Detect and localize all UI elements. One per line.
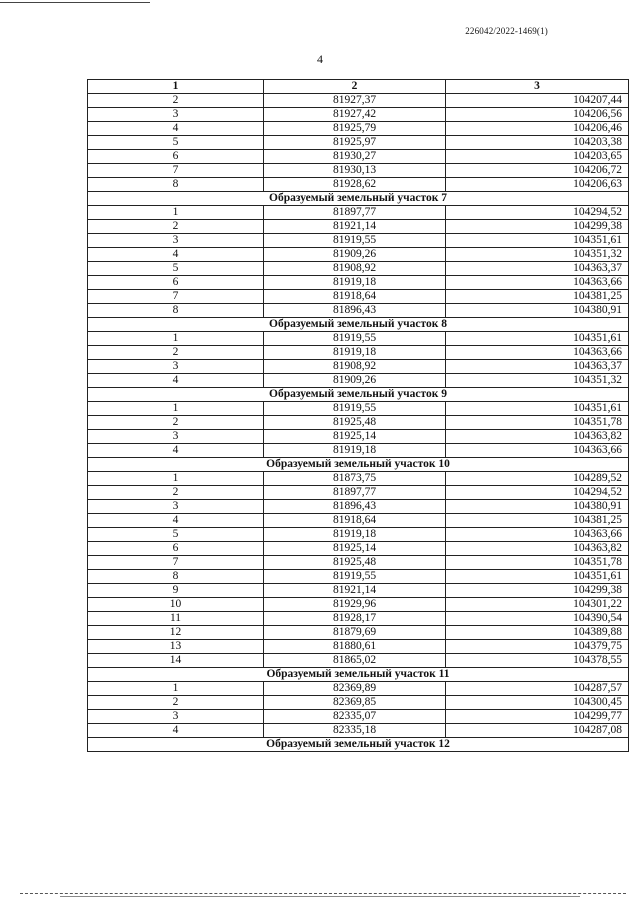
y-coordinate-cell: 104207,44	[446, 94, 629, 108]
bottom-edge-rule	[20, 893, 626, 894]
table-row	[88, 122, 629, 136]
point-number-cell: 4	[88, 122, 264, 136]
y-coordinate-cell: 104381,25	[446, 514, 629, 528]
point-number-cell: 8	[88, 178, 264, 192]
y-coordinate-cell: 104363,37	[446, 262, 629, 276]
section-title: Образуемый земельный участок 7	[88, 192, 629, 206]
x-coordinate-cell: 81927,37	[264, 94, 446, 108]
section-title: Образуемый земельный участок 9	[88, 388, 629, 402]
y-coordinate-cell: 104363,82	[446, 430, 629, 444]
table-row	[88, 696, 629, 710]
y-coordinate-cell: 104289,52	[446, 472, 629, 486]
y-coordinate-cell: 104203,65	[446, 150, 629, 164]
x-coordinate-cell: 81927,42	[264, 108, 446, 122]
x-coordinate-cell: 81908,92	[264, 262, 446, 276]
y-coordinate-cell: 104206,72	[446, 164, 629, 178]
section-title-row	[88, 668, 629, 682]
point-number-cell: 1	[88, 682, 264, 696]
x-coordinate-cell: 81919,18	[264, 528, 446, 542]
x-coordinate-cell: 81925,48	[264, 556, 446, 570]
y-coordinate-cell: 104351,61	[446, 332, 629, 346]
point-number-cell: 2	[88, 94, 264, 108]
x-coordinate-cell: 81919,18	[264, 346, 446, 360]
section-title: Образуемый земельный участок 12	[88, 738, 629, 752]
point-number-cell: 4	[88, 724, 264, 738]
x-coordinate-cell: 81909,26	[264, 374, 446, 388]
table-row	[88, 416, 629, 430]
table-row	[88, 374, 629, 388]
table-row	[88, 206, 629, 220]
top-edge-rule	[0, 2, 150, 3]
y-coordinate-cell: 104206,56	[446, 108, 629, 122]
point-number-cell: 3	[88, 710, 264, 724]
table-row	[88, 164, 629, 178]
table-row	[88, 626, 629, 640]
point-number-cell: 2	[88, 696, 264, 710]
y-coordinate-cell: 104363,66	[446, 276, 629, 290]
y-coordinate-cell: 104378,55	[446, 654, 629, 668]
table-row	[88, 444, 629, 458]
table-row	[88, 612, 629, 626]
table-row	[88, 304, 629, 318]
point-number-cell: 6	[88, 542, 264, 556]
point-number-cell: 3	[88, 108, 264, 122]
point-number-cell: 5	[88, 136, 264, 150]
section-title-row	[88, 192, 629, 206]
point-number-cell: 2	[88, 416, 264, 430]
x-coordinate-cell: 81925,14	[264, 430, 446, 444]
x-coordinate-cell: 81919,18	[264, 276, 446, 290]
point-number-cell: 2	[88, 220, 264, 234]
table-row	[88, 402, 629, 416]
point-number-cell: 3	[88, 360, 264, 374]
y-coordinate-cell: 104351,61	[446, 570, 629, 584]
x-coordinate-cell: 82369,85	[264, 696, 446, 710]
table-row	[88, 542, 629, 556]
point-number-cell: 8	[88, 304, 264, 318]
x-coordinate-cell: 81897,77	[264, 206, 446, 220]
x-coordinate-cell: 81918,64	[264, 514, 446, 528]
y-coordinate-cell: 104203,38	[446, 136, 629, 150]
point-number-cell: 7	[88, 164, 264, 178]
y-coordinate-cell: 104299,38	[446, 220, 629, 234]
y-coordinate-cell: 104206,46	[446, 122, 629, 136]
x-coordinate-cell: 82335,07	[264, 710, 446, 724]
point-number-cell: 7	[88, 290, 264, 304]
y-coordinate-cell: 104380,91	[446, 304, 629, 318]
y-coordinate-cell: 104299,77	[446, 710, 629, 724]
point-number-cell: 10	[88, 598, 264, 612]
point-number-cell: 7	[88, 556, 264, 570]
section-title-row	[88, 388, 629, 402]
table-row	[88, 472, 629, 486]
y-coordinate-cell: 104351,32	[446, 374, 629, 388]
y-coordinate-cell: 104294,52	[446, 486, 629, 500]
table-row	[88, 556, 629, 570]
y-coordinate-cell: 104363,66	[446, 346, 629, 360]
y-coordinate-cell: 104294,52	[446, 206, 629, 220]
y-coordinate-cell: 104381,25	[446, 290, 629, 304]
table-row	[88, 486, 629, 500]
table-row	[88, 584, 629, 598]
x-coordinate-cell: 81919,55	[264, 402, 446, 416]
point-number-cell: 1	[88, 402, 264, 416]
x-coordinate-cell: 81919,55	[264, 234, 446, 248]
table-row	[88, 150, 629, 164]
table-row	[88, 598, 629, 612]
table-row	[88, 528, 629, 542]
point-number-cell: 6	[88, 276, 264, 290]
x-coordinate-cell: 81908,92	[264, 360, 446, 374]
table-row	[88, 500, 629, 514]
x-coordinate-cell: 81896,43	[264, 304, 446, 318]
y-coordinate-cell: 104351,61	[446, 402, 629, 416]
table-row	[88, 332, 629, 346]
table-body	[88, 94, 629, 752]
x-coordinate-cell: 81930,27	[264, 150, 446, 164]
point-number-cell: 12	[88, 626, 264, 640]
y-coordinate-cell: 104351,78	[446, 556, 629, 570]
x-coordinate-cell: 81930,13	[264, 164, 446, 178]
y-coordinate-cell: 104363,82	[446, 542, 629, 556]
x-coordinate-cell: 81928,17	[264, 612, 446, 626]
table-row	[88, 94, 629, 108]
document-number: 226042/2022-1469(1)	[465, 26, 548, 36]
x-coordinate-cell: 81873,75	[264, 472, 446, 486]
table-row	[88, 682, 629, 696]
x-coordinate-cell: 81925,14	[264, 542, 446, 556]
table-row	[88, 360, 629, 374]
table-row	[88, 346, 629, 360]
y-coordinate-cell: 104363,66	[446, 444, 629, 458]
x-coordinate-cell: 81928,62	[264, 178, 446, 192]
point-number-cell: 14	[88, 654, 264, 668]
x-coordinate-cell: 82369,89	[264, 682, 446, 696]
y-coordinate-cell: 104206,63	[446, 178, 629, 192]
column-header-y: 3	[446, 80, 629, 94]
x-coordinate-cell: 81919,55	[264, 332, 446, 346]
point-number-cell: 1	[88, 206, 264, 220]
point-number-cell: 8	[88, 570, 264, 584]
x-coordinate-cell: 82335,18	[264, 724, 446, 738]
y-coordinate-cell: 104301,22	[446, 598, 629, 612]
table-row	[88, 290, 629, 304]
x-coordinate-cell: 81897,77	[264, 486, 446, 500]
y-coordinate-cell: 104300,45	[446, 696, 629, 710]
point-number-cell: 13	[88, 640, 264, 654]
y-coordinate-cell: 104389,88	[446, 626, 629, 640]
page-number: 4	[317, 52, 323, 66]
y-coordinate-cell: 104380,91	[446, 500, 629, 514]
table-row	[88, 178, 629, 192]
point-number-cell: 1	[88, 332, 264, 346]
point-number-cell: 3	[88, 234, 264, 248]
point-number-cell: 5	[88, 262, 264, 276]
x-coordinate-cell: 81919,18	[264, 444, 446, 458]
y-coordinate-cell: 104379,75	[446, 640, 629, 654]
x-coordinate-cell: 81909,26	[264, 248, 446, 262]
table-row	[88, 248, 629, 262]
y-coordinate-cell: 104363,66	[446, 528, 629, 542]
x-coordinate-cell: 81919,55	[264, 570, 446, 584]
x-coordinate-cell: 81929,96	[264, 598, 446, 612]
table-row	[88, 234, 629, 248]
column-header-x: 2	[264, 80, 446, 94]
x-coordinate-cell: 81896,43	[264, 500, 446, 514]
point-number-cell: 4	[88, 514, 264, 528]
table-row	[88, 570, 629, 584]
table-row	[88, 724, 629, 738]
table-row	[88, 710, 629, 724]
point-number-cell: 5	[88, 528, 264, 542]
point-number-cell: 3	[88, 430, 264, 444]
point-number-cell: 2	[88, 346, 264, 360]
y-coordinate-cell: 104363,37	[446, 360, 629, 374]
point-number-cell: 2	[88, 486, 264, 500]
point-number-cell: 1	[88, 472, 264, 486]
y-coordinate-cell: 104287,08	[446, 724, 629, 738]
y-coordinate-cell: 104351,32	[446, 248, 629, 262]
table-row	[88, 430, 629, 444]
table-row	[88, 220, 629, 234]
x-coordinate-cell: 81918,64	[264, 290, 446, 304]
point-number-cell: 11	[88, 612, 264, 626]
coordinates-table	[87, 79, 629, 752]
bottom-edge-rule-solid	[60, 896, 580, 897]
table-row	[88, 136, 629, 150]
x-coordinate-cell: 81925,79	[264, 122, 446, 136]
table-header-row	[88, 80, 629, 94]
x-coordinate-cell: 81921,14	[264, 220, 446, 234]
x-coordinate-cell: 81880,61	[264, 640, 446, 654]
section-title: Образуемый земельный участок 11	[88, 668, 629, 682]
point-number-cell: 4	[88, 444, 264, 458]
y-coordinate-cell: 104287,57	[446, 682, 629, 696]
point-number-cell: 9	[88, 584, 264, 598]
table-row	[88, 276, 629, 290]
section-title-row	[88, 458, 629, 472]
point-number-cell: 4	[88, 374, 264, 388]
table-row	[88, 262, 629, 276]
point-number-cell: 3	[88, 500, 264, 514]
table-row	[88, 654, 629, 668]
y-coordinate-cell: 104351,61	[446, 234, 629, 248]
section-title: Образуемый земельный участок 10	[88, 458, 629, 472]
y-coordinate-cell: 104351,78	[446, 416, 629, 430]
y-coordinate-cell: 104299,38	[446, 584, 629, 598]
table-row	[88, 640, 629, 654]
section-title-row	[88, 318, 629, 332]
table-row	[88, 514, 629, 528]
point-number-cell: 6	[88, 150, 264, 164]
y-coordinate-cell: 104390,54	[446, 612, 629, 626]
x-coordinate-cell: 81921,14	[264, 584, 446, 598]
x-coordinate-cell: 81925,97	[264, 136, 446, 150]
x-coordinate-cell: 81925,48	[264, 416, 446, 430]
x-coordinate-cell: 81865,02	[264, 654, 446, 668]
table-row	[88, 108, 629, 122]
section-title-row	[88, 738, 629, 752]
point-number-cell: 4	[88, 248, 264, 262]
section-title: Образуемый земельный участок 8	[88, 318, 629, 332]
x-coordinate-cell: 81879,69	[264, 626, 446, 640]
column-header-point: 1	[88, 80, 264, 94]
